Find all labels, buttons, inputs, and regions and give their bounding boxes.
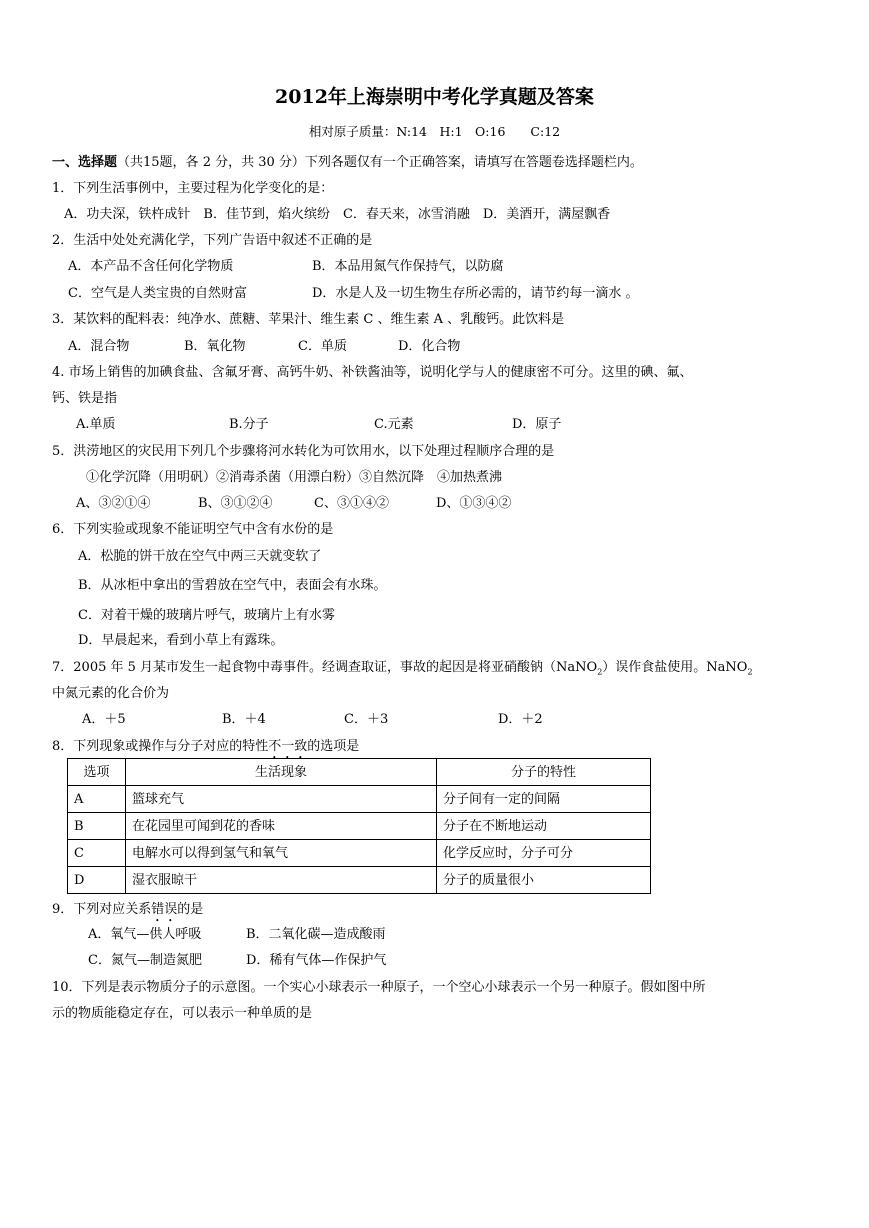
section-desc: （共15题，各 2 分，共 30 分）下列各题仅有一个正确答案，请填写在答题卷选择题栏内。: [117, 155, 643, 170]
q7-option-c: C．＋3: [344, 712, 389, 727]
table-row: [68, 840, 651, 867]
q4-option-b: B.分子: [229, 417, 269, 432]
q2-stem: 2．生活中处处充满化学，下列广告语中叙述不正确的是: [52, 233, 373, 248]
q3-option-b: B．氧化物: [184, 339, 246, 354]
q6-stem: 6．下列实验或现象不能证明空气中含有水份的是: [52, 522, 334, 537]
table-row: [68, 813, 651, 840]
table-header-row: [68, 759, 651, 786]
q6-option-b: B．从冰柜中拿出的雪碧放在空气中，表面会有水珠。: [78, 578, 387, 593]
table-row: [68, 867, 651, 894]
q5-option-b: B、③①②④: [198, 496, 273, 511]
q9-stem-part1: 9．下列对应关系: [52, 902, 152, 917]
table-cell: 分子的质量很小: [437, 867, 651, 894]
table-cell: C: [68, 840, 126, 867]
q9-stem-part2: 的是: [177, 902, 204, 917]
q2-option-c: C．空气是人类宝贵的自然财富: [68, 286, 247, 301]
table-cell: A: [68, 786, 126, 813]
table-header: 生活现象: [126, 759, 437, 786]
q6-option-a: A．松脆的饼干放在空气中两三天就变软了: [78, 549, 322, 564]
table-header: 选项: [68, 759, 126, 786]
q9-option-d: D．稀有气体—作保护气: [246, 953, 387, 968]
q7-subscript-1: 2: [597, 667, 603, 677]
q9-emphasis: 错误: [151, 902, 178, 917]
q8-stem-part2: 的选项是: [307, 739, 360, 754]
q9-option-b: B．二氧化碳—造成酸雨: [246, 927, 386, 942]
section-title: 一、选择题: [52, 155, 118, 170]
q3-option-c: C．单质: [298, 339, 347, 354]
q9-option-a: A．氧气—供人呼吸: [88, 927, 202, 942]
q8-emphasis: 不一致: [268, 739, 308, 754]
table-header: 分子的特性: [437, 759, 651, 786]
q8-stem-part1: 8．下列现象或操作与分子对应的特性: [52, 739, 269, 754]
q7-option-a: A．＋5: [82, 712, 126, 727]
q8-table: [67, 758, 651, 894]
q7-option-b: B．＋4: [222, 712, 266, 727]
table-cell: 分子在不断地运动: [437, 813, 651, 840]
table-cell: D: [68, 867, 126, 894]
table-cell: B: [68, 813, 126, 840]
q3-stem: 3．某饮料的配料表：纯净水、蔗糖、苹果汁、维生素 C 、维生素 A 、乳酸钙。此饮料是: [52, 312, 565, 327]
q3-option-d: D．化合物: [398, 339, 461, 354]
q7-stem-line2: 中氮元素的化合价为: [52, 686, 170, 701]
q7-subscript-2: 2: [747, 667, 753, 677]
q9-stem: [52, 902, 203, 925]
q6-option-d: D．早晨起来，看到小草上有露珠。: [78, 633, 284, 648]
q4-option-a: A.单质: [76, 417, 116, 432]
page-title: 2012年上海崇明中考化学真题及答案: [275, 86, 594, 108]
q7-stem-part1: 7．2005 年 5 月某市发生一起食物中毒事件。经调查取证，事故的起因是将亚硝酸钠（NaNO: [52, 660, 598, 675]
q5-steps: ①化学沉降（用明矾）②消毒杀菌（用漂白粉）③自然沉降 ④加热煮沸: [86, 470, 503, 485]
table-cell: 分子间有一定的间隔: [437, 786, 651, 813]
q3-option-a: A．混合物: [68, 339, 130, 354]
q1-stem: 1．下列生活事例中，主要过程为化学变化的是：: [52, 181, 334, 196]
q4-option-d: D．原子: [512, 417, 562, 432]
q4-option-c: C.元素: [374, 417, 414, 432]
q9-option-c: C．氮气—制造氮肥: [88, 953, 202, 968]
table-cell: 电解水可以得到氢气和氧气: [126, 840, 437, 867]
q5-option-d: D、①③④②: [436, 496, 512, 511]
q10-stem-line1: 10．下列是表示物质分子的示意图。一个实心小球表示一种原子，一个空心小球表示一个另一种原子。假如图中所: [52, 980, 706, 995]
section-heading: [52, 156, 643, 169]
q5-option-c: C、③①④②: [314, 496, 389, 511]
q7-stem-line1: [52, 660, 753, 677]
q4-stem-line2: 钙、铁是指: [52, 391, 118, 406]
q10-stem-line2: 示的物质能稳定存在，可以表示一种单质的是: [52, 1006, 313, 1021]
table-cell: 湿衣服晾干: [126, 867, 437, 894]
q1-options: A．功夫深，铁杵成针 B．佳节到，焰火缤纷 C．春天来，冰雪消融 D．美酒开，满屋飘香: [64, 207, 611, 222]
q2-option-b: B．本品用氮气作保持气，以防腐: [312, 259, 504, 274]
table-row: [68, 786, 651, 813]
table-cell: 在花园里可闻到花的香味: [126, 813, 437, 840]
q2-option-d: D．水是人及一切生物生存所必需的，请节约每一滴水 。: [312, 286, 639, 301]
q6-option-c: C．对着干燥的玻璃片呼气，玻璃片上有水雾: [78, 608, 335, 623]
q4-stem-line1: 4. 市场上销售的加碘食盐、含氟牙膏、高钙牛奶、补铁酱油等，说明化学与人的健康密不可分。这里的碘、氟、: [52, 365, 693, 380]
q2-option-a: A．本产品不含任何化学物质: [68, 259, 234, 274]
atomic-mass-note: 相对原子质量：N:14 H:1 O:16 C:12: [308, 124, 561, 139]
q5-stem: 5．洪涝地区的灾民用下列几个步骤将河水转化为可饮用水，以下处理过程顺序合理的是: [52, 444, 555, 459]
q7-stem-part2: ）误作食盐使用。NaNO: [602, 660, 748, 675]
q7-option-d: D．＋2: [498, 712, 543, 727]
table-cell: 化学反应时，分子可分: [437, 840, 651, 867]
table-cell: 篮球充气: [126, 786, 437, 813]
q5-option-a: A、③②①④: [76, 496, 151, 511]
